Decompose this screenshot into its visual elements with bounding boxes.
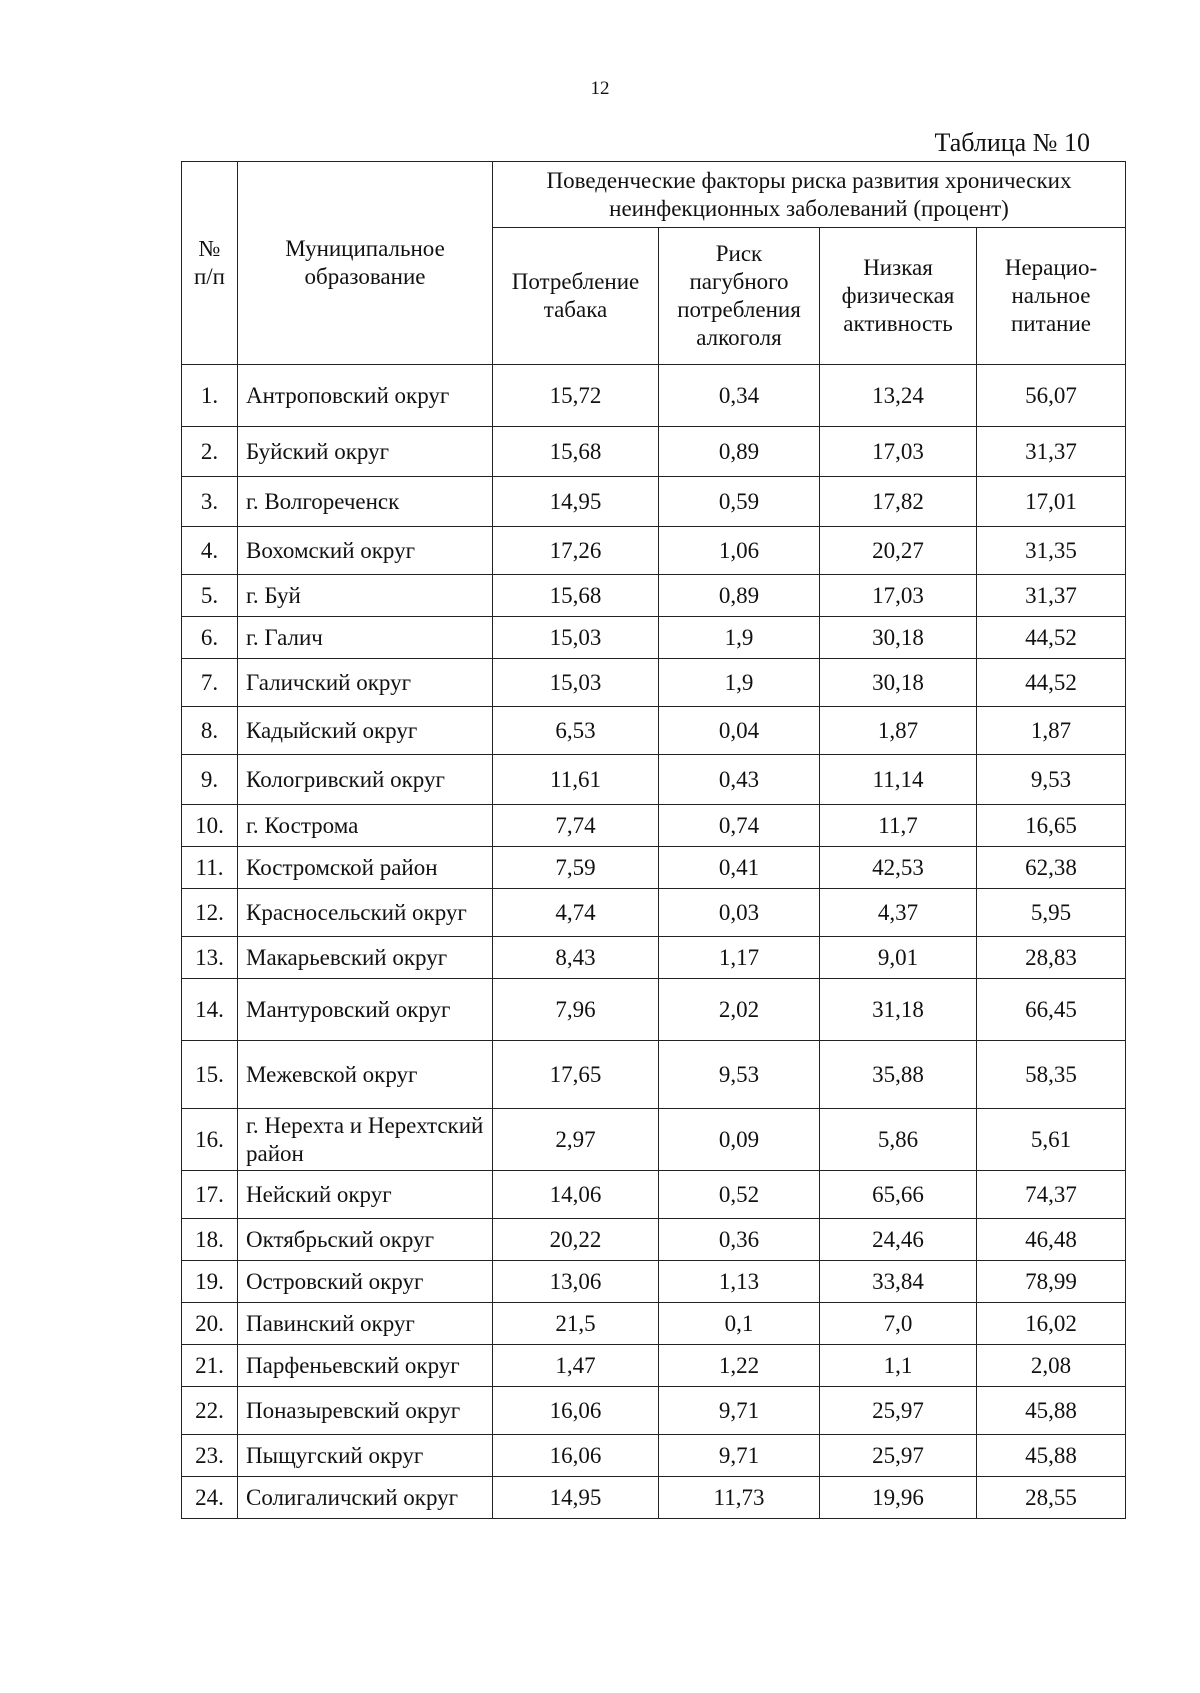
row-municipality: Островский округ [238, 1261, 493, 1303]
table-row [182, 1345, 1126, 1387]
row-nutrition: 2,08 [977, 1345, 1126, 1387]
row-nutrition: 28,83 [977, 937, 1126, 979]
row-municipality: Пыщугский округ [238, 1435, 493, 1477]
row-tobacco: 4,74 [493, 889, 659, 937]
row-alcohol: 1,9 [659, 617, 820, 659]
header-group: Поведенческие факторы риска развития хронических неинфекционных заболеваний (процент) [493, 162, 1126, 228]
row-number: 14. [182, 979, 238, 1041]
table-row [182, 527, 1126, 575]
row-municipality: г. Нерехта и Нерехтский район [238, 1109, 493, 1171]
table-row [182, 755, 1126, 805]
row-number: 3. [182, 477, 238, 527]
row-municipality: Поназыревский округ [238, 1387, 493, 1435]
row-tobacco: 20,22 [493, 1219, 659, 1261]
row-tobacco: 17,65 [493, 1041, 659, 1109]
row-alcohol: 0,41 [659, 847, 820, 889]
row-tobacco: 14,06 [493, 1171, 659, 1219]
row-nutrition: 28,55 [977, 1477, 1126, 1519]
table-row [182, 1109, 1126, 1171]
row-tobacco: 13,06 [493, 1261, 659, 1303]
row-alcohol: 0,59 [659, 477, 820, 527]
table-row [182, 365, 1126, 427]
row-nutrition: 45,88 [977, 1435, 1126, 1477]
row-number: 18. [182, 1219, 238, 1261]
row-nutrition: 5,95 [977, 889, 1126, 937]
table-row [182, 707, 1126, 755]
table-row [182, 1219, 1126, 1261]
row-number: 23. [182, 1435, 238, 1477]
row-activity: 65,66 [820, 1171, 977, 1219]
row-tobacco: 21,5 [493, 1303, 659, 1345]
header-alcohol: Риск пагубного потребления алкоголя [659, 228, 820, 365]
header-number: № п/п [182, 162, 238, 365]
row-municipality: г. Волгореченск [238, 477, 493, 527]
row-number: 4. [182, 527, 238, 575]
row-number: 1. [182, 365, 238, 427]
row-alcohol: 0,36 [659, 1219, 820, 1261]
row-tobacco: 7,96 [493, 979, 659, 1041]
row-nutrition: 66,45 [977, 979, 1126, 1041]
row-activity: 17,03 [820, 575, 977, 617]
row-alcohol: 0,52 [659, 1171, 820, 1219]
row-nutrition: 74,37 [977, 1171, 1126, 1219]
row-number: 9. [182, 755, 238, 805]
table-row [182, 1041, 1126, 1109]
row-municipality: Вохомский округ [238, 527, 493, 575]
row-nutrition: 31,37 [977, 427, 1126, 477]
row-activity: 4,37 [820, 889, 977, 937]
row-tobacco: 1,47 [493, 1345, 659, 1387]
row-nutrition: 62,38 [977, 847, 1126, 889]
row-municipality: Антроповский округ [238, 365, 493, 427]
row-activity: 42,53 [820, 847, 977, 889]
row-activity: 11,14 [820, 755, 977, 805]
row-tobacco: 16,06 [493, 1387, 659, 1435]
row-municipality: Кадыйский округ [238, 707, 493, 755]
row-municipality: Нейский округ [238, 1171, 493, 1219]
row-municipality: Макарьевский округ [238, 937, 493, 979]
row-municipality: Красносельский округ [238, 889, 493, 937]
row-activity: 5,86 [820, 1109, 977, 1171]
row-alcohol: 11,73 [659, 1477, 820, 1519]
table-row [182, 617, 1126, 659]
row-alcohol: 0,43 [659, 755, 820, 805]
row-alcohol: 0,03 [659, 889, 820, 937]
header-nutrition: Нерацио-нальное питание [977, 228, 1126, 365]
row-tobacco: 8,43 [493, 937, 659, 979]
row-number: 17. [182, 1171, 238, 1219]
row-number: 10. [182, 805, 238, 847]
row-tobacco: 17,26 [493, 527, 659, 575]
table-row [182, 659, 1126, 707]
row-alcohol: 0,09 [659, 1109, 820, 1171]
table-row [182, 1303, 1126, 1345]
table-row [182, 805, 1126, 847]
table-row [182, 979, 1126, 1041]
row-alcohol: 1,17 [659, 937, 820, 979]
row-number: 13. [182, 937, 238, 979]
risk-factors-table [181, 161, 1126, 1519]
row-alcohol: 0,1 [659, 1303, 820, 1345]
table-row [182, 889, 1126, 937]
row-number: 16. [182, 1109, 238, 1171]
row-tobacco: 11,61 [493, 755, 659, 805]
row-tobacco: 15,72 [493, 365, 659, 427]
row-nutrition: 56,07 [977, 365, 1126, 427]
row-activity: 31,18 [820, 979, 977, 1041]
row-alcohol: 9,71 [659, 1435, 820, 1477]
row-activity: 35,88 [820, 1041, 977, 1109]
table-row [182, 1387, 1126, 1435]
row-tobacco: 7,59 [493, 847, 659, 889]
row-alcohol: 1,9 [659, 659, 820, 707]
row-municipality: г. Буй [238, 575, 493, 617]
row-number: 24. [182, 1477, 238, 1519]
row-activity: 20,27 [820, 527, 977, 575]
row-activity: 1,1 [820, 1345, 977, 1387]
row-nutrition: 16,65 [977, 805, 1126, 847]
row-alcohol: 0,34 [659, 365, 820, 427]
row-activity: 30,18 [820, 659, 977, 707]
row-tobacco: 14,95 [493, 1477, 659, 1519]
row-nutrition: 9,53 [977, 755, 1126, 805]
row-tobacco: 15,68 [493, 427, 659, 477]
row-tobacco: 14,95 [493, 477, 659, 527]
row-activity: 17,82 [820, 477, 977, 527]
row-nutrition: 44,52 [977, 659, 1126, 707]
row-nutrition: 44,52 [977, 617, 1126, 659]
row-municipality: Парфеньевский округ [238, 1345, 493, 1387]
row-alcohol: 9,53 [659, 1041, 820, 1109]
row-alcohol: 0,89 [659, 575, 820, 617]
row-tobacco: 16,06 [493, 1435, 659, 1477]
row-nutrition: 58,35 [977, 1041, 1126, 1109]
row-tobacco: 7,74 [493, 805, 659, 847]
row-tobacco: 2,97 [493, 1109, 659, 1171]
table-body [182, 365, 1126, 1519]
row-nutrition: 17,01 [977, 477, 1126, 527]
row-activity: 17,03 [820, 427, 977, 477]
row-number: 22. [182, 1387, 238, 1435]
table-row [182, 1435, 1126, 1477]
row-municipality: Октябрьский округ [238, 1219, 493, 1261]
row-activity: 13,24 [820, 365, 977, 427]
table-caption: Таблица № 10 [934, 128, 1090, 157]
row-municipality: г. Кострома [238, 805, 493, 847]
row-alcohol: 1,06 [659, 527, 820, 575]
row-activity: 25,97 [820, 1387, 977, 1435]
row-nutrition: 78,99 [977, 1261, 1126, 1303]
row-alcohol: 0,04 [659, 707, 820, 755]
row-number: 15. [182, 1041, 238, 1109]
table-row [182, 1171, 1126, 1219]
row-alcohol: 0,74 [659, 805, 820, 847]
header-activity: Низкая физическая активность [820, 228, 977, 365]
row-municipality: Межевской округ [238, 1041, 493, 1109]
row-nutrition: 45,88 [977, 1387, 1126, 1435]
page-number: 12 [590, 78, 610, 99]
row-activity: 24,46 [820, 1219, 977, 1261]
row-number: 11. [182, 847, 238, 889]
row-number: 20. [182, 1303, 238, 1345]
row-nutrition: 31,37 [977, 575, 1126, 617]
row-number: 12. [182, 889, 238, 937]
row-activity: 30,18 [820, 617, 977, 659]
row-nutrition: 46,48 [977, 1219, 1126, 1261]
row-municipality: Кологривский округ [238, 755, 493, 805]
row-number: 8. [182, 707, 238, 755]
row-nutrition: 31,35 [977, 527, 1126, 575]
row-tobacco: 15,03 [493, 617, 659, 659]
table-row [182, 1477, 1126, 1519]
row-alcohol: 9,71 [659, 1387, 820, 1435]
row-municipality: Солигаличский округ [238, 1477, 493, 1519]
row-tobacco: 15,03 [493, 659, 659, 707]
row-activity: 25,97 [820, 1435, 977, 1477]
table-row [182, 937, 1126, 979]
row-municipality: Галичский округ [238, 659, 493, 707]
row-number: 19. [182, 1261, 238, 1303]
row-municipality: Павинский округ [238, 1303, 493, 1345]
table-row [182, 477, 1126, 527]
row-alcohol: 1,13 [659, 1261, 820, 1303]
row-activity: 9,01 [820, 937, 977, 979]
header-municipality: Муниципальное образование [238, 162, 493, 365]
row-number: 2. [182, 427, 238, 477]
row-alcohol: 2,02 [659, 979, 820, 1041]
row-activity: 11,7 [820, 805, 977, 847]
row-number: 6. [182, 617, 238, 659]
row-number: 7. [182, 659, 238, 707]
table-row [182, 575, 1126, 617]
row-nutrition: 16,02 [977, 1303, 1126, 1345]
row-tobacco: 6,53 [493, 707, 659, 755]
row-activity: 7,0 [820, 1303, 977, 1345]
row-tobacco: 15,68 [493, 575, 659, 617]
header-tobacco: Потребление табака [493, 228, 659, 365]
table-row [182, 1261, 1126, 1303]
row-activity: 33,84 [820, 1261, 977, 1303]
row-nutrition: 1,87 [977, 707, 1126, 755]
table-row [182, 847, 1126, 889]
row-municipality: г. Галич [238, 617, 493, 659]
row-municipality: Мантуровский округ [238, 979, 493, 1041]
row-municipality: Буйский округ [238, 427, 493, 477]
row-activity: 19,96 [820, 1477, 977, 1519]
row-number: 5. [182, 575, 238, 617]
table-row [182, 427, 1126, 477]
row-alcohol: 1,22 [659, 1345, 820, 1387]
row-nutrition: 5,61 [977, 1109, 1126, 1171]
row-number: 21. [182, 1345, 238, 1387]
row-municipality: Костромской район [238, 847, 493, 889]
row-activity: 1,87 [820, 707, 977, 755]
row-alcohol: 0,89 [659, 427, 820, 477]
